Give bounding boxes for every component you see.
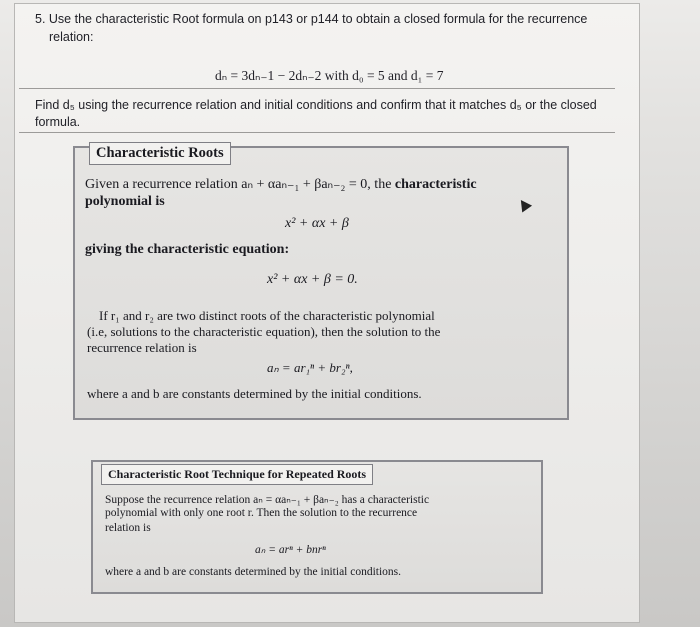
solution-formula: aₙ = ar₁ⁿ + br₂ⁿ, xyxy=(267,360,353,375)
characteristic-roots-box xyxy=(73,146,569,420)
box1-line-3: giving the characteristic equation: xyxy=(85,242,290,257)
box-title: Characteristic Root Technique for Repeated Roots xyxy=(101,464,373,485)
divider xyxy=(19,88,615,89)
box1-line-2: polynomial is xyxy=(85,194,165,209)
problem-text-line-1: 5. Use the characteristic Root formula on p143 or p144 to obtain a closed formula for the recurrence xyxy=(35,12,588,26)
problem-text-line-2: relation: xyxy=(49,30,94,44)
box1-para-2: (i.e, solutions to the characteristic equation), then the solution to the xyxy=(87,324,441,339)
repeated-root-solution: aₙ = arⁿ + bnrⁿ xyxy=(255,544,326,556)
box-title: Characteristic Roots xyxy=(89,142,231,165)
box1-para-3: recurrence relation is xyxy=(87,340,197,355)
box1-line-1-bold: characteristic xyxy=(394,177,477,192)
recurrence-equation: dₙ = 3dₙ₋1 − 2dₙ₋2 with d₀ = 5 and d₁ = 7 xyxy=(215,68,444,83)
find-text-line-1: Find d₅ using the recurrence relation and initial conditions and confirm that it matches d₅ or the closed xyxy=(35,98,597,112)
box1-line-1 xyxy=(85,176,477,193)
box2-para-2: polynomial with only one root r. Then the solution to the recurrence xyxy=(105,507,418,519)
box2-para-4: where a and b are constants determined by the initial conditions. xyxy=(105,566,402,578)
box1-line-1-text: Given a recurrence relation aₙ + αaₙ₋₁ + βaₙ₋₂ = 0, the xyxy=(85,177,395,192)
divider xyxy=(19,132,615,133)
find-text-line-2: formula. xyxy=(35,115,81,129)
box2-para-1: Suppose the recurrence relation aₙ = αaₙ₋₁ + βaₙ₋₂ has a characteristic xyxy=(105,494,430,506)
characteristic-equation: x² + αx + β = 0. xyxy=(267,272,358,287)
box1-para-4: where a and b are constants determined by the initial conditions. xyxy=(87,386,422,401)
box1-para-1: If r₁ and r₂ are two distinct roots of the characteristic polynomial xyxy=(99,308,435,323)
characteristic-polynomial: x² + αx + β xyxy=(285,216,349,231)
paper-card xyxy=(14,3,640,623)
box2-para-3: relation is xyxy=(105,522,151,534)
repeated-roots-box xyxy=(91,460,543,594)
